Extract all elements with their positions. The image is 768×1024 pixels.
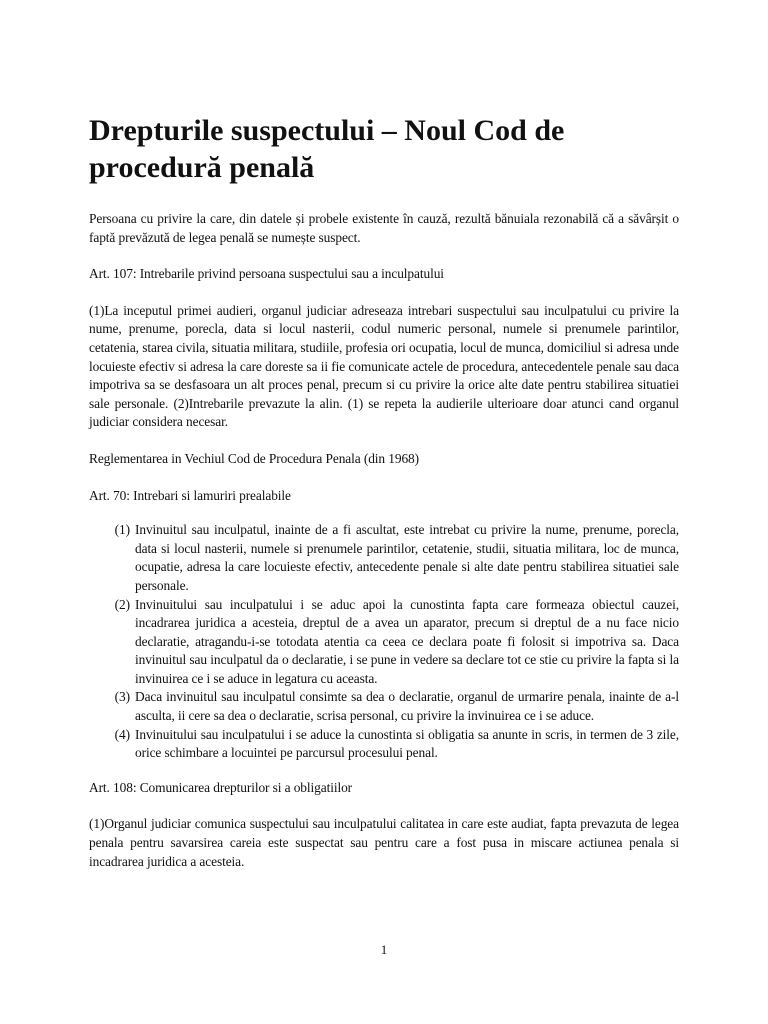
document-content bbox=[89, 112, 679, 889]
intro-paragraph: Persoana cu privire la care, din datele și probele existente în cauză, rezultă bănuiala rezonabilă că a săvârșit o faptă prevăzută de legea penală se numește suspect. bbox=[89, 211, 679, 245]
list-item-number: (3) bbox=[114, 689, 130, 705]
list-item-number: (2) bbox=[114, 596, 130, 612]
list-item bbox=[89, 596, 679, 689]
list-item-text: Invinuitului sau inculpatului i se aduc apoi la cunostinta fapta care formeaza obiectul cauzei, incadrarea juridica a acesteia, dreptul de a avea un aparator, precum si dreptul de a nu face nicio declaratie, atragandu-i-se totodata atentia ca ceea ce declara poate fi folosit si impotriva sa. Daca invinuitul sau inculpatul da o declaratie, i se pune in vedere sa declare tot ce stie cu privire la fapta si la invinuirea ce i se aduce in legatura cu aceasta. bbox=[135, 596, 679, 686]
document-title: Drepturile suspectului – Noul Cod de procedură penală bbox=[89, 114, 565, 184]
list-item bbox=[89, 688, 679, 725]
list-item-number: (1) bbox=[114, 522, 130, 538]
list-item bbox=[89, 726, 679, 763]
list-item-text: Daca invinuitul sau inculpatul consimte sa dea o declaratie, organul de urmarire penala, inainte de a-l asculta, ii cere sa dea o declaratie, scrisa personal, cu privire la invinuirea ce i se aduce. bbox=[135, 689, 679, 724]
list-item-number: (4) bbox=[114, 726, 130, 742]
old-code-heading: Reglementarea in Vechiul Cod de Procedura Penala (din 1968) bbox=[89, 450, 420, 466]
art70-heading: Art. 70: Intrebari si lamuriri prealabile bbox=[89, 487, 291, 503]
art70-list bbox=[89, 521, 679, 763]
list-item bbox=[89, 521, 679, 595]
list-item-text: Invinuitului sau inculpatului i se aduce la cunostinta si obligatia sa anunte in scris, in termen de 3 zile, orice schimbare a locuintei pe parcursul procesului penal. bbox=[135, 726, 679, 761]
page-number: 1 bbox=[380, 942, 388, 957]
list-item-text: Invinuitul sau inculpatul, inainte de a fi ascultat, este intrebat cu privire la nume, prenume, porecla, data si locul nasterii, numele si prenumele parintilor, cetatenie, studii, situatia militara, loc de munca, ocupatie, adresa la care locuieste efectiv, antecedente penale si alte date pentru stabilirea situatiei sale personale. bbox=[135, 522, 679, 593]
art107-body: (1)La inceputul primei audieri, organul judiciar adreseaza intrebari suspectului sau inculpatului cu privire la nume, prenume, porecla, data si locul nasterii, codul numeric personal, numele si prenumele parintilor, cetatenia, starea civila, situatia militara, studiile, profesia ori ocupatia, locul de munca, domiciliul si adresa unde locuieste efectiv si adresa la care doreste sa ii fie comunicate actele de procedura, antecedentele penale sau daca impotriva sa se desfasoara un alt proces penal, precum si cu privire la orice alte date pentru stabilirea situatiei sale personale. (2)Intrebarile prevazute la alin. (1) se repeta la audierile ulterioare doar atunci cand organul judiciar considera necesar. bbox=[89, 302, 679, 430]
art107-heading: Art. 107: Intrebarile privind persoana suspectului sau a inculpatului bbox=[89, 266, 444, 282]
art108-heading: Art. 108: Comunicarea drepturilor si a obligatiilor bbox=[89, 779, 353, 795]
art108-body: (1)Organul judiciar comunica suspectului sau inculpatului calitatea in care este audiat, fapta prevazuta de legea penala pentru savarsirea careia este suspectat sau pentru care a fost pusa in miscare actiunea penala si incadrarea juridica a acesteia. bbox=[89, 816, 679, 869]
